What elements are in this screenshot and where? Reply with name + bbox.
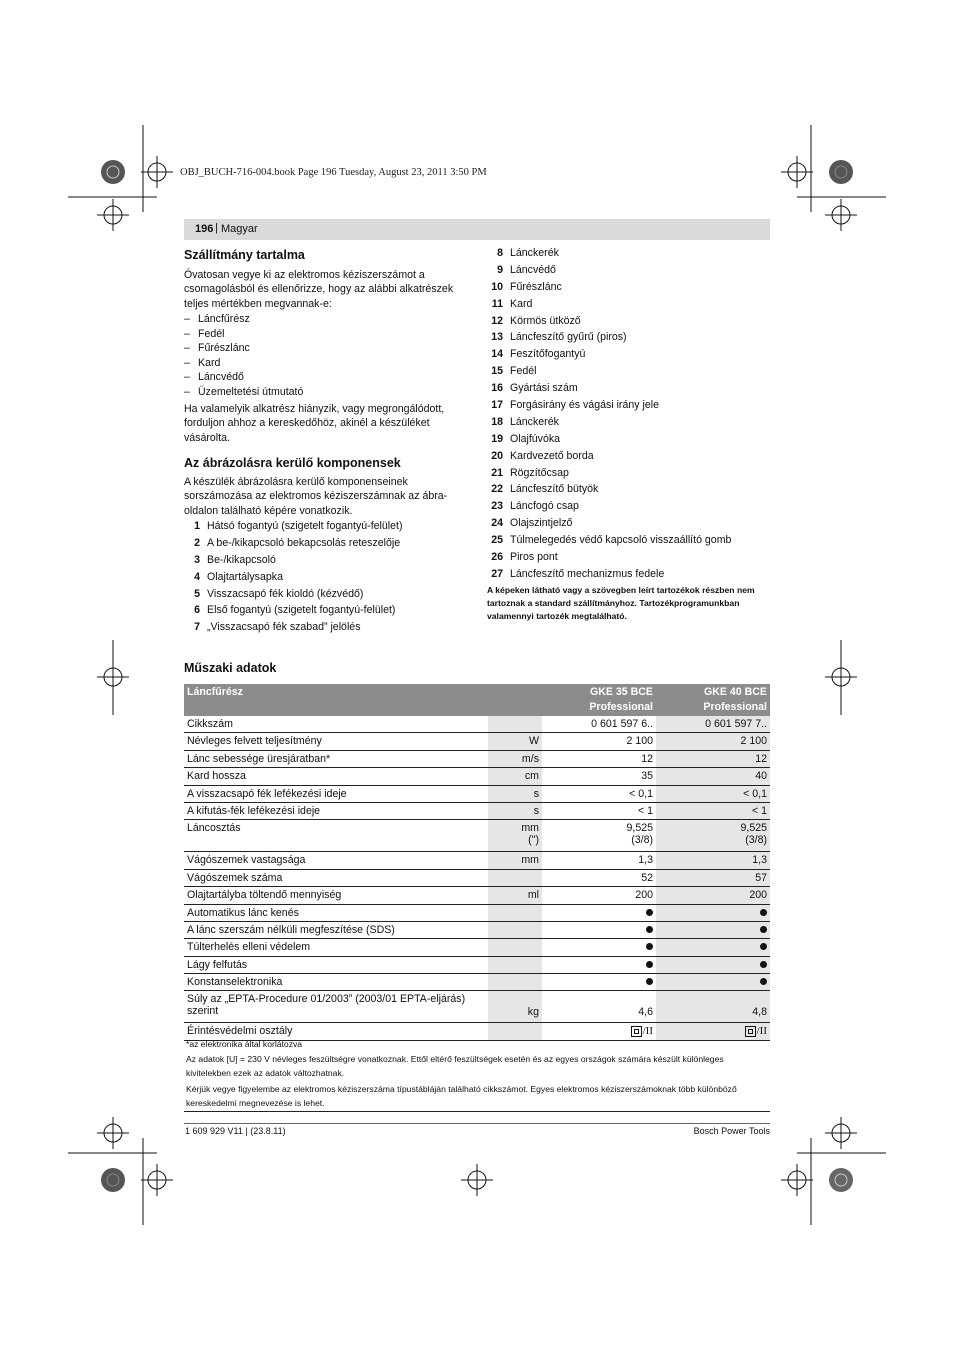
delivery-intro-line: Óvatosan vegye ki az elektromos kéziszerszámot a <box>184 269 425 281</box>
row-unit-text: s <box>533 804 539 817</box>
component-item <box>487 517 777 534</box>
row-label-text: Névleges felvett teljesítmény <box>187 735 322 748</box>
table-row <box>184 751 770 768</box>
row-label-text: Cikkszám <box>187 718 233 730</box>
row-label <box>184 974 488 990</box>
component-number: 8 <box>497 247 503 259</box>
component-number: 25 <box>491 534 503 547</box>
row-value-model-1-text: 4,6 <box>638 1006 653 1019</box>
row-value-model-2 <box>656 852 770 868</box>
header-model-1 <box>542 684 656 716</box>
row-unit-text: m/s <box>521 752 539 765</box>
component-label: Be-/kikapcsoló <box>207 553 276 566</box>
row-value-model-1 <box>542 974 656 990</box>
components-intro-line: oldalon található képére vonatkozik. <box>184 504 353 517</box>
row-label-text: Túlterhelés elleni védelem <box>187 941 311 954</box>
row-value-model-2 <box>656 957 770 973</box>
row-label <box>184 887 488 903</box>
row-value-model-2-text: 0 601 597 7.. <box>705 718 767 730</box>
component-number: 20 <box>491 449 503 462</box>
row-unit <box>488 870 542 886</box>
row-unit <box>488 786 542 802</box>
table-row <box>184 905 770 922</box>
feature-dot <box>760 943 767 950</box>
table-row <box>184 991 770 1023</box>
component-item <box>487 247 777 264</box>
row-unit-text: (") <box>528 834 539 847</box>
table-row <box>184 974 770 991</box>
row-label <box>184 939 488 955</box>
row-value-model-2 <box>656 820 770 851</box>
row-value-model-2 <box>656 786 770 802</box>
table-row <box>184 768 770 785</box>
row-value-model-1-text: (3/8) <box>631 834 653 847</box>
feature-dot <box>760 909 767 916</box>
row-label-text: A lánc szerszám nélküli megfeszítése (SDS) <box>187 923 395 936</box>
row-value-model-1-text: 200 <box>635 889 653 902</box>
header-model-1-name: GKE 35 BCE <box>590 686 653 698</box>
row-value-model-1-text: 52 <box>641 871 653 884</box>
component-number: 3 <box>194 553 200 566</box>
component-item <box>487 467 777 484</box>
row-label <box>184 820 488 851</box>
list-item: – Kard <box>184 356 221 369</box>
row-value-model-1 <box>542 991 656 1022</box>
component-item <box>487 399 777 416</box>
table-row <box>184 733 770 750</box>
delivery-outro-line: Ha valamelyik alkatrész hiányzik, vagy megrongálódott, <box>184 403 445 415</box>
component-item <box>184 588 474 605</box>
row-value-model-1-text: 0 601 597 6.. <box>591 718 653 730</box>
row-value-model-1 <box>542 733 656 749</box>
list-item: – Láncvédő <box>184 371 244 384</box>
header-label: Láncfűrész <box>187 686 243 698</box>
component-label: Láncfeszítő gyűrű (piros) <box>510 331 627 344</box>
list-item: – Üzemeltetési útmutató <box>184 385 304 398</box>
page-header-bar <box>184 219 770 240</box>
feature-dot <box>646 961 653 968</box>
row-label-text: Érintésvédelmi osztály <box>187 1025 293 1038</box>
component-label: Gyártási szám <box>510 382 578 395</box>
component-number: 7 <box>194 621 200 634</box>
row-label-text: Kard hossza <box>187 770 246 783</box>
feature-dot <box>646 926 653 933</box>
components-intro-line: A készülék ábrázolásra kerülő komponenseinek <box>184 476 408 488</box>
row-label-text: szerint <box>187 1005 219 1018</box>
row-unit <box>488 887 542 903</box>
components-title: Az ábrázolásra kerülő komponensek <box>184 456 401 470</box>
page-number: 196 <box>195 223 214 235</box>
protection-class-symbol <box>631 1025 653 1037</box>
component-item <box>487 365 777 382</box>
feature-dot <box>760 961 767 968</box>
component-label: Olajfúvóka <box>510 432 561 445</box>
tech-title: Műszaki adatok <box>184 661 277 675</box>
feature-dot <box>760 978 767 985</box>
row-value-model-2-text <box>659 976 767 988</box>
row-label-text: Vágószemek száma <box>187 871 283 884</box>
table-header <box>184 684 770 716</box>
row-label-text: Vágószemek vastagsága <box>187 854 306 867</box>
row-value-model-1-text: 35 <box>641 770 653 783</box>
component-item <box>184 537 474 554</box>
row-unit <box>488 733 542 749</box>
article-note-line: kereskedelmi megnevezése is lehet. <box>186 1098 325 1108</box>
row-value-model-2-text: (3/8) <box>745 834 767 847</box>
components-list-right <box>487 247 777 585</box>
component-item <box>184 621 474 638</box>
row-unit <box>488 820 542 851</box>
component-label: Rögzítőcsap <box>510 466 569 479</box>
row-value-model-2-text: 4,8 <box>752 1006 767 1019</box>
row-value-model-1 <box>542 803 656 819</box>
component-item <box>487 315 777 332</box>
component-label: Láncfeszítő bütyök <box>510 483 599 496</box>
header-model-2 <box>656 684 770 716</box>
component-number: 18 <box>491 415 503 428</box>
row-value-model-2 <box>656 991 770 1022</box>
components-intro <box>184 475 454 518</box>
row-value-model-1-text <box>545 976 653 988</box>
row-value-model-1-text: < 1 <box>637 804 653 817</box>
double-insulation-icon <box>745 1026 756 1037</box>
component-item <box>184 604 474 621</box>
row-unit-text: mm <box>521 854 539 867</box>
component-number: 21 <box>491 466 503 479</box>
voltage-note <box>186 1052 770 1080</box>
feature-dot <box>646 978 653 985</box>
component-item <box>487 382 777 399</box>
component-item <box>487 500 777 517</box>
component-label: Lánckerék <box>510 415 559 428</box>
row-unit <box>488 768 542 784</box>
list-item: – Fűrészlánc <box>184 342 250 355</box>
row-value-model-1-text <box>545 907 653 919</box>
component-number: 6 <box>194 604 200 617</box>
row-value-model-1 <box>542 870 656 886</box>
row-value-model-1-text: 12 <box>641 752 653 765</box>
row-label <box>184 803 488 819</box>
table-row <box>184 852 770 869</box>
row-value-model-1 <box>542 939 656 955</box>
table-body <box>184 716 770 1041</box>
component-number: 13 <box>491 331 503 344</box>
component-number: 19 <box>491 432 503 445</box>
row-label-text: Láncosztás <box>187 822 241 835</box>
component-number: 24 <box>491 517 503 530</box>
component-label: Láncvédő <box>510 263 556 276</box>
protection-class-text: /II <box>642 1025 653 1038</box>
component-number: 16 <box>491 382 503 395</box>
row-value-model-1-text: < 0,1 <box>629 787 653 800</box>
row-value-model-1 <box>542 716 656 732</box>
row-label <box>184 751 488 767</box>
row-value-model-1 <box>542 922 656 938</box>
header-model-2-name: GKE 40 BCE <box>704 686 767 698</box>
component-number: 15 <box>491 365 503 378</box>
component-item <box>184 554 474 571</box>
component-label: Körmös ütköző <box>510 314 581 327</box>
component-label: A be-/kikapcsoló bekapcsolás reteszelője <box>207 536 401 549</box>
row-label-text: Lánc sebessége üresjáratban* <box>187 752 331 765</box>
component-item <box>487 568 777 585</box>
accessory-note-line: A képeken látható vagy a szövegben leírt tartozékok részben nem <box>487 585 755 595</box>
component-label: Olajszintjelző <box>510 517 573 530</box>
row-value-model-2-text: 200 <box>749 889 767 902</box>
row-unit <box>488 852 542 868</box>
protection-class-symbol <box>745 1025 767 1037</box>
component-number: 4 <box>194 570 200 583</box>
row-value-model-1-text: 2 100 <box>626 735 653 748</box>
row-unit-text: kg <box>527 1006 539 1019</box>
double-insulation-icon <box>631 1026 642 1037</box>
row-unit-text: ml <box>527 889 539 902</box>
row-value-model-1-text <box>545 959 653 971</box>
delivery-intro <box>184 268 454 311</box>
row-label <box>184 922 488 938</box>
component-item <box>487 416 777 433</box>
row-unit <box>488 905 542 921</box>
row-value-model-2-text: 1,3 <box>752 854 767 867</box>
component-item <box>184 571 474 588</box>
component-label: Piros pont <box>510 551 558 564</box>
tech-table <box>184 684 770 1041</box>
component-item <box>184 520 474 537</box>
footnote-rule <box>184 1111 770 1112</box>
component-label: Hátsó fogantyú (szigetelt fogantyú-felület) <box>207 520 403 532</box>
component-number: 12 <box>491 314 503 327</box>
row-label-text: Olajtartályba töltendő mennyiség <box>187 889 342 902</box>
header-separator: | <box>215 222 218 234</box>
row-value-model-1 <box>542 751 656 767</box>
row-value-model-2-text: < 0,1 <box>743 787 767 800</box>
row-unit-text: cm <box>524 770 539 783</box>
component-number: 9 <box>497 263 503 276</box>
row-label <box>184 852 488 868</box>
accessory-note-line: valamennyi tartozék megtalálható. <box>487 611 627 621</box>
header-model-1-line: Professional <box>589 701 653 713</box>
row-value-model-1-text: 9,525 <box>626 822 653 835</box>
component-number: 17 <box>491 399 503 412</box>
footer-rule <box>184 1123 770 1124</box>
component-label: Láncfeszítő mechanizmus fedele <box>510 567 665 580</box>
row-value-model-1-text: 1,3 <box>638 854 653 867</box>
row-label <box>184 905 488 921</box>
row-value-model-2 <box>656 733 770 749</box>
row-value-model-1 <box>542 852 656 868</box>
row-label <box>184 786 488 802</box>
table-row <box>184 939 770 956</box>
table-row <box>184 887 770 904</box>
row-value-model-2 <box>656 716 770 732</box>
component-label: Kard <box>510 297 533 310</box>
delivery-title: Szállítmány tartalma <box>184 248 305 262</box>
accessory-note-line: tartoznak a standard szállítmányhoz. Tartozékprogramunkban <box>487 598 740 608</box>
protection-class-text: /II <box>756 1025 767 1038</box>
row-unit <box>488 974 542 990</box>
list-item: – Láncfűrész <box>184 313 250 325</box>
delivery-items <box>184 312 303 400</box>
component-item <box>487 534 777 551</box>
voltage-note-line: Az adatok [U] = 230 V névleges feszültségre vonatkoznak. Ettől eltérő feszültségek esetén és az egyes országok számára készült különleges <box>186 1054 724 1064</box>
feature-dot <box>760 926 767 933</box>
row-unit <box>488 803 542 819</box>
component-label: Kardvezető borda <box>510 449 594 462</box>
component-item <box>487 450 777 467</box>
article-note <box>186 1082 770 1110</box>
row-value-model-2-text <box>659 907 767 919</box>
component-item <box>487 348 777 365</box>
row-value-model-2 <box>656 922 770 938</box>
component-item <box>487 483 777 500</box>
component-label: Túlmelegedés védő kapcsoló visszaállító gomb <box>510 534 732 547</box>
row-value-model-1 <box>542 957 656 973</box>
row-unit <box>488 957 542 973</box>
header-unit <box>488 684 542 716</box>
feature-dot <box>646 909 653 916</box>
language-label: Magyar <box>221 223 258 235</box>
footer-doc-number: 1 609 929 V11 | (23.8.11) <box>185 1126 286 1136</box>
table-row <box>184 957 770 974</box>
delivery-intro-line: teljes mértékben megvannak-e: <box>184 297 332 310</box>
row-unit <box>488 716 542 732</box>
component-label: Lánckerék <box>510 247 559 259</box>
row-value-model-2 <box>656 905 770 921</box>
row-label-text: Automatikus lánc kenés <box>187 906 299 919</box>
row-value-model-2 <box>656 803 770 819</box>
print-header: OBJ_BUCH-716-004.book Page 196 Tuesday, August 23, 2011 3:50 PM <box>180 167 487 178</box>
row-unit <box>488 751 542 767</box>
component-number: 11 <box>491 297 503 310</box>
row-unit-text: mm <box>521 822 539 835</box>
header-model-2-line: Professional <box>703 701 767 713</box>
row-value-model-2 <box>656 768 770 784</box>
row-value-model-2-text: 40 <box>755 770 767 783</box>
component-label: Fűrészlánc <box>510 280 562 293</box>
row-label <box>184 991 488 1022</box>
article-note-line: Kérjük vegye figyelembe az elektromos kéziszerszáma típustábláján található cikkszámot. Egyes elektromos kéziszerszámoknak több különböző <box>186 1084 737 1094</box>
row-value-model-1-text <box>545 924 653 936</box>
table-row <box>184 820 770 852</box>
row-value-model-2 <box>656 974 770 990</box>
row-value-model-2-text: < 1 <box>751 804 767 817</box>
table-row <box>184 803 770 820</box>
row-value-model-2 <box>656 870 770 886</box>
row-label <box>184 957 488 973</box>
row-label-text: Konstanselektronika <box>187 976 283 989</box>
component-number: 10 <box>491 280 503 293</box>
row-value-model-2-text <box>659 924 767 936</box>
row-label <box>184 733 488 749</box>
row-label-text: A kifutás-fék lefékezési ideje <box>187 804 321 817</box>
component-number: 2 <box>194 536 200 549</box>
footnote-star: *az elektronika által korlátozva <box>186 1039 303 1049</box>
component-item <box>487 433 777 450</box>
component-item <box>487 298 777 315</box>
component-item <box>487 281 777 298</box>
row-unit <box>488 922 542 938</box>
component-label: Feszítőfogantyú <box>510 348 586 361</box>
row-value-model-2-text: 2 100 <box>740 735 767 748</box>
row-value-model-1 <box>542 905 656 921</box>
components-list-left <box>184 520 474 638</box>
row-value-model-2-text <box>659 959 767 971</box>
row-value-model-1 <box>542 768 656 784</box>
row-value-model-1-text <box>545 941 653 953</box>
table-row <box>184 870 770 887</box>
row-label <box>184 768 488 784</box>
row-unit-text: W <box>529 735 539 748</box>
delivery-outro <box>184 402 454 445</box>
row-value-model-2-text: 9,525 <box>740 822 767 835</box>
footer-brand: Bosch Power Tools <box>693 1126 770 1136</box>
component-label: Fedél <box>510 365 537 378</box>
row-value-model-1 <box>542 820 656 851</box>
component-number: 26 <box>491 551 503 564</box>
row-value-model-2-text: 57 <box>755 871 767 884</box>
list-item: – Fedél <box>184 327 225 340</box>
component-label: Első fogantyú (szigetelt fogantyú-felület) <box>207 604 396 617</box>
component-label: Láncfogó csap <box>510 500 579 513</box>
component-number: 23 <box>491 500 503 513</box>
row-value-model-2 <box>656 751 770 767</box>
component-item <box>487 264 777 281</box>
row-label <box>184 870 488 886</box>
row-value-model-2-text <box>659 941 767 953</box>
component-number: 1 <box>194 520 200 532</box>
accessory-note <box>487 584 782 623</box>
row-label-text: Súly az „EPTA-Procedure 01/2003” (2003/01 EPTA-eljárás) <box>187 993 466 1006</box>
table-row <box>184 786 770 803</box>
component-number: 14 <box>491 348 503 361</box>
row-label-text: Lágy felfutás <box>187 958 248 971</box>
row-value-model-2 <box>656 887 770 903</box>
component-label: Visszacsapó fék kioldó (kézvédő) <box>207 587 364 600</box>
row-label <box>184 716 488 732</box>
row-value-model-2-text: 12 <box>755 752 767 765</box>
row-value-model-1 <box>542 887 656 903</box>
component-item <box>487 551 777 568</box>
component-label: Forgásirány és vágási irány jele <box>510 399 659 412</box>
delivery-outro-line: forduljon ahhoz a kereskedőhöz, akinél a készüléket <box>184 417 430 430</box>
row-unit-text: s <box>533 787 539 800</box>
component-number: 5 <box>194 587 200 600</box>
row-unit <box>488 939 542 955</box>
table-row <box>184 716 770 733</box>
row-value-model-1 <box>542 786 656 802</box>
component-number: 27 <box>491 567 503 580</box>
table-row <box>184 922 770 939</box>
row-label-text: A visszacsapó fék lefékezési ideje <box>187 787 347 800</box>
delivery-intro-line: csomagolásból és ellenőrizze, hogy az alábbi alkatrészek <box>184 283 454 296</box>
component-item <box>487 331 777 348</box>
voltage-note-line: kivitelekben ezek az adatok változhatnak. <box>186 1068 345 1078</box>
feature-dot <box>646 943 653 950</box>
row-value-model-2 <box>656 939 770 955</box>
row-unit <box>488 991 542 1022</box>
component-label: Olajtartálysapka <box>207 570 283 583</box>
components-intro-line: sorszámozása az elektromos kéziszerszámnak az ábra- <box>184 490 448 503</box>
component-label: „Visszacsapó fék szabad” jelölés <box>207 621 361 634</box>
delivery-outro-line: vásárolta. <box>184 431 230 444</box>
component-number: 22 <box>491 483 503 496</box>
